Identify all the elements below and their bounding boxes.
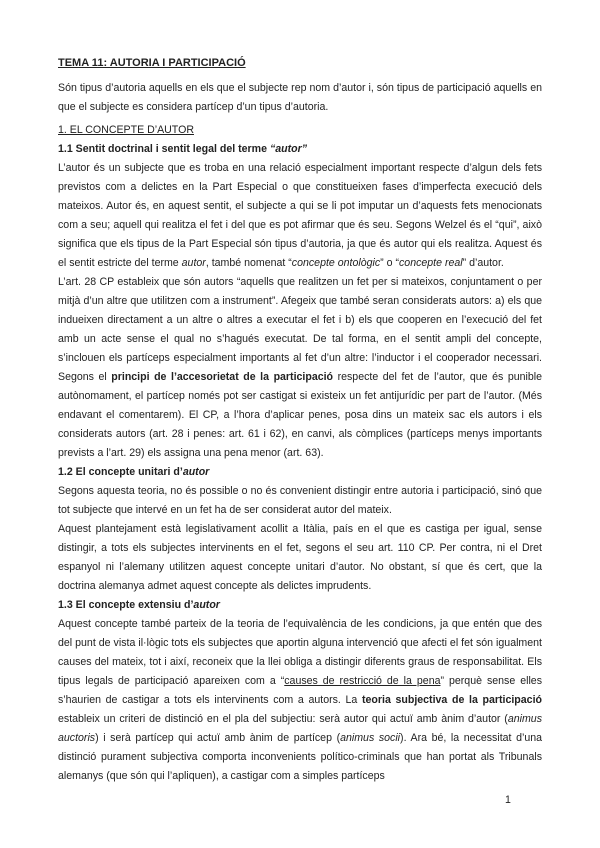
- section-heading: 1. EL CONCEPTE D’AUTOR: [58, 124, 194, 136]
- text: respecte del fet de l’autor, que és punible autònomament, el partícep només pot ser castigat si existeix un fet antijurídic per part de l’autor. (Més endavant el comentarem). El CP, a l’hora d’aplicar penes, posa dins un mateix sac els autors i els considerats autors (art. 28 i penes: art. 61 i 62), en canvi, als còmplices (partíceps menys importants prevists a l’art. 29) els assigna una pena menor (art. 63).: [58, 371, 542, 459]
- italic-text: animus auctoris: [58, 713, 542, 744]
- text: L’art. 28 CP estableix que són autors “aquells que realitzen un fet per si mateixos, conjuntament o per mitjà d’un altre que utilitzen com a instrument”. Afegeix que també seran considerats autors: a) els que indueixen directament a un altre o altres a executar el fet i b) els que cooperen en l’execució del fet amb un acte sense el qual no s’hagués executat. De tal forma, en el sentit ampli del concepte, s’inclouen els partíceps especialment importants al fet d’un altre: l’inductor i el cooperador necessari. Segons el: [58, 276, 542, 383]
- paragraph: [58, 273, 542, 463]
- text: , també nomenat “: [205, 257, 292, 269]
- subsection-heading-1-1: [58, 140, 542, 159]
- subsection-heading-1-3: [58, 596, 542, 615]
- text: Aquest concepte també parteix de la teoria de l’equivalència de les condicions, ja que entén que des del punt de vista il·lògic tots els subjectes que aportin alguna intervenció que afecti el fet són igualment causes del mateix, tot i així, reconeix que la llei obliga a distingir diferents graus de responsabilitat. Els tipus legals de participació apareixen com a “: [58, 618, 542, 687]
- paragraph: [58, 615, 542, 786]
- text: ) i serà partícep qui actuï amb ànim de partícep (: [95, 732, 341, 744]
- heading-term: autor: [182, 466, 210, 478]
- paragraph: [58, 159, 542, 273]
- heading-term: autor: [193, 599, 220, 611]
- text: ). Ara bé, la necessitat d’una distinció purament subjectiva comporta inconvenients político-criminals que han portat als Tribunals alemanys (que són qui l’apliquen), a castigar com a simples partíceps: [58, 732, 542, 782]
- bold-term: teoria subjectiva de la participació: [361, 694, 542, 706]
- subsection-heading-1-2: [58, 463, 542, 482]
- heading-text: 1.2 El concepte unitari d’: [58, 466, 183, 478]
- heading-text: 1.1 Sentit doctrinal i sentit legal del terme: [58, 143, 270, 155]
- italic-text: animus socii: [340, 732, 401, 744]
- document-page: [58, 54, 542, 786]
- paragraph: Segons aquesta teoria, no és possible o no és convenient distingir entre autoria i participació, sinó que tot subjecte que intervé en un fet ha de ser considerat autor del mateix.: [58, 485, 542, 516]
- text: ” perquè sense elles s’haurien de castigar a tots els intervinents com a autors. La: [58, 675, 542, 706]
- italic-text: autor: [181, 257, 206, 269]
- page-number: 1: [505, 794, 511, 806]
- italic-text: concepte real: [399, 257, 463, 269]
- heading-text: 1.3 El concepte extensiu d’: [58, 599, 194, 611]
- intro-paragraph: Són tipus d’autoria aquells en els que el subjecte rep nom d’autor i, són tipus de participació aquells en que el subjecte es considera partícep d’un tipus d’autoria.: [58, 82, 542, 113]
- italic-text: concepte ontològic: [291, 257, 381, 269]
- bold-term: principi de l’accesorietat de la participació: [111, 371, 334, 383]
- text: ” o “: [380, 257, 399, 269]
- document-title: TEMA 11: AUTORIA I PARTICIPACIÓ: [58, 57, 246, 69]
- underlined-text: causes de restricció de la pena: [284, 675, 441, 687]
- paragraph: Aquest plantejament està legislativament acollit a Itàlia, país en el que es castiga per igual, sense distingir, a tots els subjectes intervinents en el fet, segons el seu art. 110 CP. Per contra, ni el Dret espanyol ni l’alemany utilitzen aquest concepte unitari d’autor. No obstant, sí que és cert, que la doctrina alemanya admet aquest concepte als delictes imprudents.: [58, 523, 542, 592]
- text: ” d’autor.: [462, 257, 504, 269]
- text: estableix un criteri de distinció en el pla del subjectiu: serà autor qui actuï amb ànim d’autor (: [58, 713, 508, 725]
- heading-term: “autor”: [269, 143, 308, 155]
- text: L’autor és un subjecte que es troba en una relació especialment important respecte d’algun dels fets previstos com a delictes en la Part Especial o que constitueixen fases d’imperfecta execució dels mateixos. Autor és, en aquest sentit, el subjecte a qui se li pot imputar un d’aquests fets menocionats com a seu; aquell qui realitza el fet i del que es pot afirmar que és seu. Segons Welzel és el “qui”, això significa que els tipus de la Part Especial són tipus d’autoria, ja que és autor qui els realitza. Aquest és el sentit estricte del terme: [58, 162, 542, 269]
